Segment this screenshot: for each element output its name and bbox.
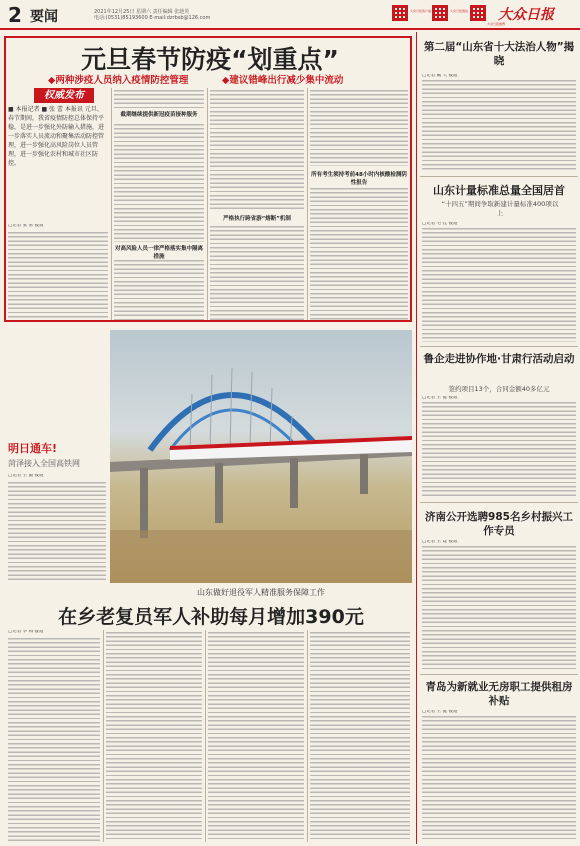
lead-intro: ■ 本报记者 ■ 张 蕾 本报讯 元旦、春节期间，我省疫情防控总体保持平稳，是进一步强化外防输入措施，进一步落实人员流动和聚集活动防控管理，进一步强化高风险岗位人员管理，进一步强化农村和城市社区防控。 xyxy=(8,106,105,167)
photo-byline: □记者 王 毅 报道 xyxy=(8,474,44,478)
veterans-kicker: 山东做好退役军人精准服务保障工作 xyxy=(197,588,325,597)
sidebar-divider xyxy=(416,32,417,844)
sidebar-story-body xyxy=(422,80,576,172)
page-number: 2 xyxy=(8,3,22,27)
newspaper-logo: 大众日报 xyxy=(498,7,554,23)
veterans-body-col-4 xyxy=(310,632,410,842)
sidebar-story-body xyxy=(422,402,576,498)
lead-body-col-2c xyxy=(114,260,204,320)
sidebar-story-subtitle: “十四五”期间争取新建计量标准400项以上 xyxy=(441,200,559,217)
lead-body-col-2a xyxy=(114,90,204,108)
veterans-body-col-2 xyxy=(106,632,202,842)
sidebar-rule xyxy=(420,346,578,347)
lead-body-col-1 xyxy=(8,232,108,320)
lead-subhead: 严格执行跨省游“熔断”机制 xyxy=(223,216,291,222)
qr-code-icon xyxy=(432,5,448,21)
lead-body-col-4a xyxy=(310,90,408,166)
photo-caption-title: 明日通车! xyxy=(8,442,58,455)
qr-label: 大众日报微博 xyxy=(487,22,505,26)
authoritative-release-badge: 权威发布 xyxy=(34,88,94,103)
lead-subtitle-2: ◆建议错峰出行减少集中流动 xyxy=(222,75,344,86)
lead-byline: □记者 张 蕾 报道 xyxy=(8,224,44,228)
sidebar-rule xyxy=(420,674,578,675)
sidebar-byline: □记者 毛 佳 报道 xyxy=(422,222,458,226)
masthead-meta xyxy=(94,9,210,21)
column-rule xyxy=(307,630,308,842)
column-rule xyxy=(307,88,308,320)
sidebar-rule xyxy=(420,176,578,177)
photo-caption-subtitle: 菏泽接入全国高铁网 xyxy=(8,459,80,468)
photo-story-body xyxy=(8,482,106,582)
lead-body-col-2b xyxy=(114,124,204,242)
veterans-title: 在乡老复员军人补助每月增加390元 xyxy=(58,606,364,628)
bullet-icon: ◆ xyxy=(48,75,56,86)
section-name: 要闻 xyxy=(30,9,58,25)
lead-body-col-3b xyxy=(210,226,304,320)
date-line: 2021年12月25日 星期六 责任编辑 张趁英 xyxy=(94,9,190,15)
column-rule xyxy=(103,630,104,842)
sidebar-byline: □记者 王 健 报道 xyxy=(422,396,458,400)
lead-subhead: 截期继续提供新冠疫苗接种服务 xyxy=(120,112,198,118)
column-rule xyxy=(207,88,208,320)
column-rule xyxy=(205,630,206,842)
sidebar-byline: □记者 戴 天 报道 xyxy=(422,74,458,78)
lead-subtitle-1: ◆两种涉疫人员纳入疫情防控管理 xyxy=(48,75,189,86)
sidebar-story-title: 鲁企走进协作地·甘肃行活动启动 xyxy=(423,353,575,365)
high-speed-rail-photo xyxy=(110,330,412,583)
veterans-byline: □记者 李 梅 报道 xyxy=(8,630,44,634)
sidebar-story-body xyxy=(422,716,576,842)
lead-body-col-4b xyxy=(310,188,408,320)
lead-title: 元旦春节防疫“划重点” xyxy=(81,45,339,74)
sidebar-byline: □记者 王 健 报道 xyxy=(422,710,458,714)
sidebar-rule xyxy=(420,502,578,503)
qr-code-icon xyxy=(470,5,486,21)
sidebar-byline: □记者 王 建 报道 xyxy=(422,540,458,544)
lead-body-col-3a xyxy=(210,90,304,212)
sidebar-story-subtitle: 签约项目13个，合同金额40多亿元 xyxy=(448,385,550,393)
lead-subhead: 对高风险人员一律严格落实集中隔离措施 xyxy=(114,246,203,260)
rail-bridge-illustration xyxy=(110,330,412,583)
qr-code-icon xyxy=(392,5,408,21)
sidebar-story-title: 山东计量标准总量全国居首 xyxy=(433,184,565,197)
sidebar-story-body xyxy=(422,228,576,342)
column-rule xyxy=(111,88,112,320)
bullet-icon: ◆ xyxy=(222,75,230,86)
qr-label: 大众日报微信 xyxy=(450,9,469,13)
lead-subhead: 所有考生须持考前48小时内核酸检测阴性报告 xyxy=(311,172,407,186)
sidebar-story-body xyxy=(422,546,576,670)
veterans-body-col-3 xyxy=(208,632,304,842)
qr-label: 大众日报客户端 xyxy=(410,9,432,13)
sidebar-story-title: 青岛为新就业无房职工提供租房补贴 xyxy=(425,681,573,707)
sidebar-story-title: 济南公开选聘985名乡村振兴工作专员 xyxy=(425,511,573,537)
sidebar-story-title: 第二届“山东省十大法治人物”揭晓 xyxy=(423,41,575,67)
contact-line: 电话:(0531)85193600 E-mail:dzrbsb@126.com xyxy=(94,15,211,21)
veterans-body-col-1 xyxy=(8,638,100,842)
